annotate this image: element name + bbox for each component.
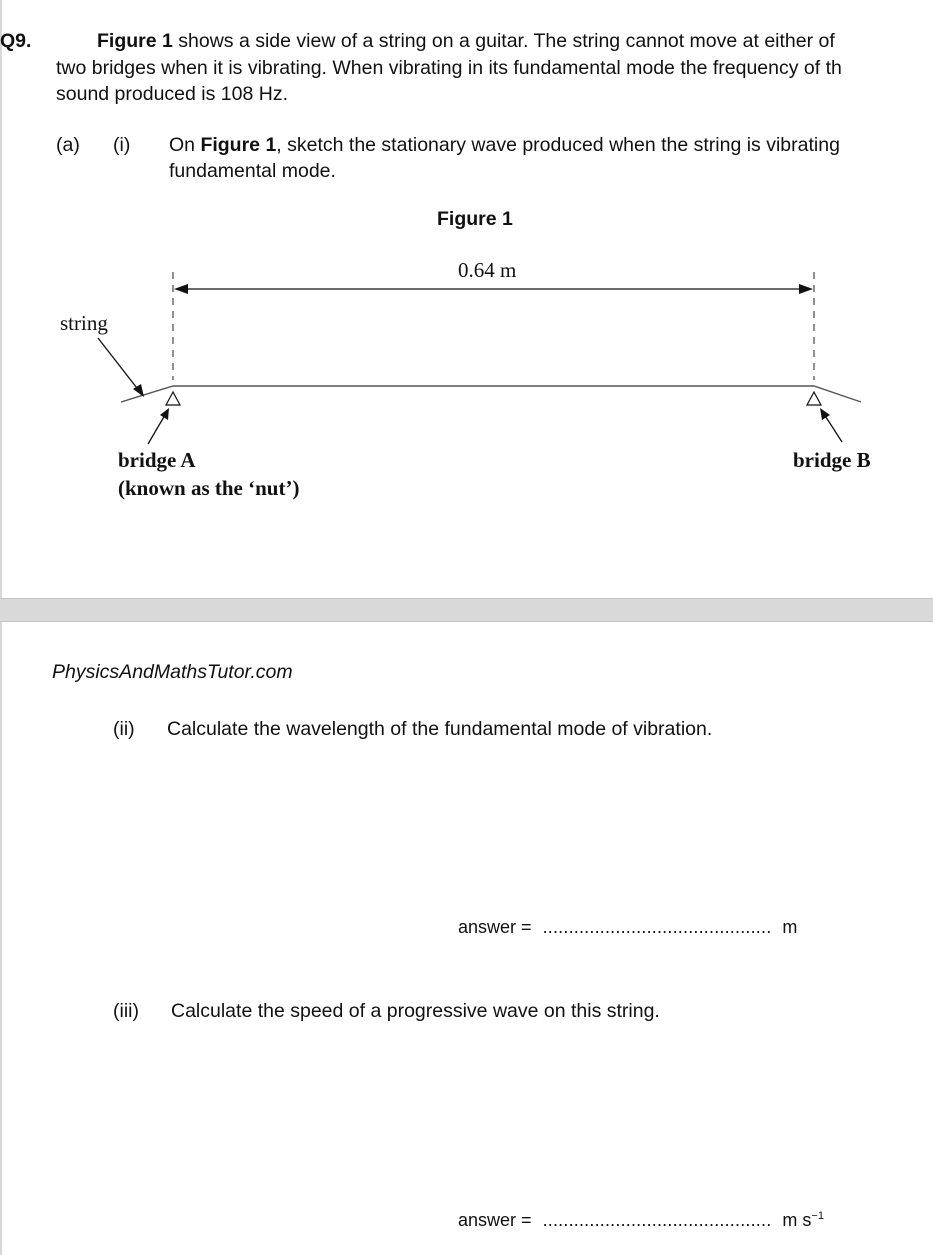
answer-iii-unit-exponent: −1 bbox=[811, 1210, 824, 1222]
dimension-arrowhead-left bbox=[174, 284, 188, 294]
bridge-b-label: bridge B bbox=[793, 448, 871, 472]
figure-title: Figure 1 bbox=[437, 208, 513, 230]
bridge-a-pointer-line bbox=[148, 415, 165, 444]
bridge-a-label: bridge A bbox=[118, 448, 196, 472]
question-intro-line2: two bridges when it is vibrating. When vibrating in its fundamental mode the frequency of th bbox=[56, 57, 842, 79]
bridge-a-pointer-head bbox=[160, 408, 169, 420]
answer-iii-unit: m $s^{-1}$ bbox=[782, 1210, 824, 1230]
bridge-b-symbol bbox=[807, 392, 821, 405]
bridge-b-pointer-head bbox=[820, 408, 830, 420]
part-a-ii-label: (ii) bbox=[113, 718, 135, 740]
watermark: PhysicsAndMathsTutor.com bbox=[52, 661, 293, 683]
part-a-ii-text: Calculate the wavelength of the fundamental mode of vibration. bbox=[167, 718, 713, 740]
answer-iii-field[interactable]: ............................................ bbox=[542, 1210, 772, 1230]
guitar-string bbox=[121, 386, 861, 402]
answer-ii-row[interactable] bbox=[458, 916, 797, 938]
part-a-i-text: On Figure 1, sketch the stationary wave produced when the string is vibrating bbox=[169, 134, 840, 156]
string-label: string bbox=[60, 311, 108, 335]
length-label: 0.64 m bbox=[458, 258, 517, 282]
bridge-a-note: (known as the ‘nut’) bbox=[118, 476, 300, 500]
dimension-arrowhead-right bbox=[799, 284, 813, 294]
part-a-iii-label: (iii) bbox=[113, 1000, 139, 1022]
answer-ii-field[interactable]: ............................................ bbox=[542, 917, 772, 937]
bridge-a-symbol bbox=[166, 392, 180, 405]
answer-ii-unit: m bbox=[782, 917, 798, 937]
part-a-i-text-line2: fundamental mode. bbox=[169, 160, 336, 182]
part-a-iii-text: Calculate the speed of a progressive wave on this string. bbox=[171, 1000, 660, 1022]
part-a-i-label: (i) bbox=[113, 134, 131, 156]
part-a-label: (a) bbox=[56, 134, 80, 156]
answer-ii-prefix: answer = bbox=[458, 917, 532, 937]
figure-ref: Figure 1 bbox=[97, 30, 173, 52]
answer-iii-row[interactable] bbox=[458, 1205, 824, 1231]
question-intro-line3: sound produced is 108 Hz. bbox=[56, 83, 288, 105]
page-break-divider bbox=[0, 598, 933, 622]
question-intro-line1: Figure 1 shows a side view of a string on a guitar. The string cannot move at either of bbox=[97, 30, 835, 52]
string-pointer-line bbox=[98, 338, 140, 392]
page-edge bbox=[0, 0, 2, 1255]
answer-iii-prefix: answer = bbox=[458, 1210, 532, 1230]
bridge-b-pointer-line bbox=[824, 414, 842, 442]
question-number: Q9. bbox=[0, 30, 32, 52]
